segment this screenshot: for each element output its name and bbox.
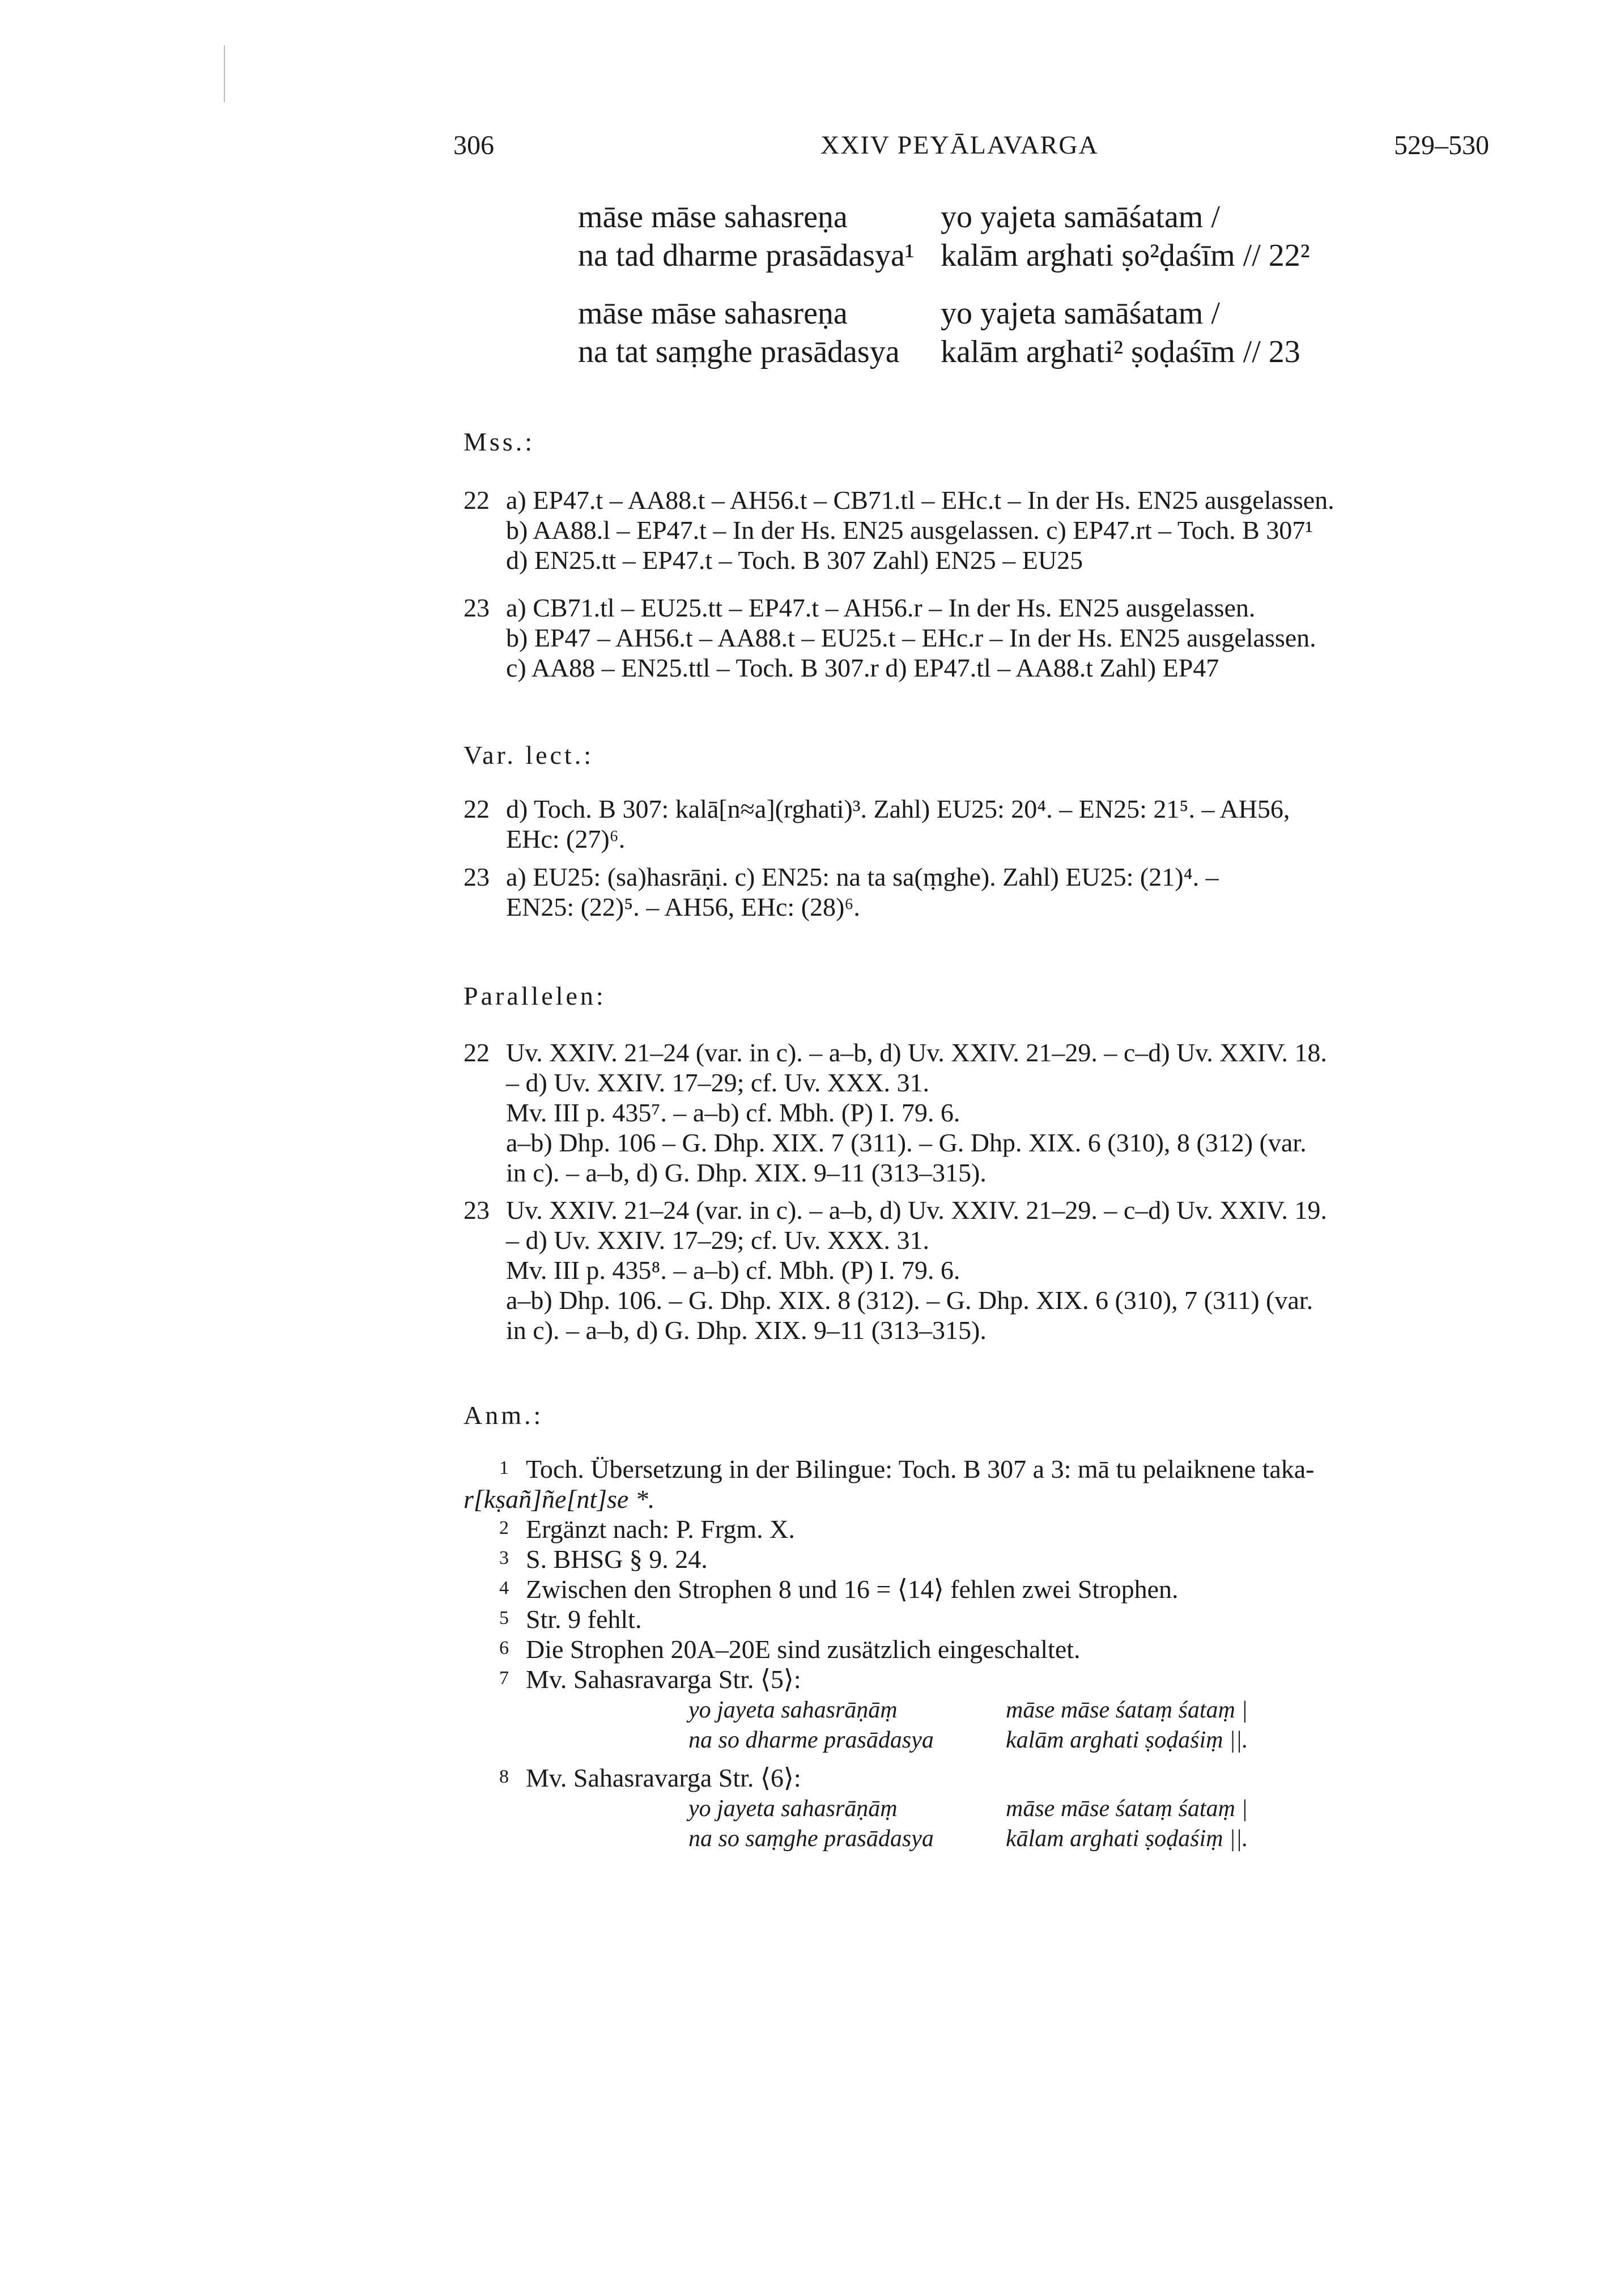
var-lect-text: a) EU25: (sa)hasrāṇi. c) EN25: na ta sa(ṃghe). Zahl) EU25: (21)⁴. –: [506, 862, 1219, 891]
var-lect-line: [464, 793, 1290, 824]
footnote: [464, 1574, 1179, 1605]
footnote: [464, 1513, 795, 1545]
verse-pada-c: na tad dharme prasādasya¹: [578, 238, 915, 273]
quote-pada-a: yo jayeta sahasrāṇāṃ: [688, 1697, 898, 1723]
quote-pada-d: kālam arghati ṣoḍaśiṃ ||.: [1006, 1826, 1248, 1852]
parallel-text: – d) Uv. XXIV. 17–29; cf. Uv. XXX. 31.: [506, 1068, 930, 1097]
running-title: XXIV PEYĀLAVARGA: [820, 130, 1099, 159]
footnote: [464, 1544, 708, 1575]
mss-text: b) AA88.l – EP47.t – In der Hs. EN25 ausgelassen. c) EP47.rt – Toch. B 307¹: [506, 516, 1313, 545]
quote-pada-c: na so dharme prasādasya: [688, 1727, 934, 1753]
mss-line: [464, 622, 1316, 653]
parallel-line: [464, 1127, 1307, 1158]
var-lect-line: [464, 861, 1219, 892]
footnote-number: 8: [499, 1766, 509, 1787]
verse-number: 23: [464, 1196, 490, 1224]
quote-line: [688, 1726, 1248, 1754]
parallel-text: Mv. III p. 435⁸. – a–b) cf. Mbh. (P) I. 79. 6.: [506, 1256, 960, 1285]
parallel-text: Uv. XXIV. 21–24 (var. in c). – a–b, d) Uv. XXIV. 21–29. – c–d) Uv. XXIV. 19.: [506, 1196, 1327, 1224]
var-lect-heading: Var. lect.:: [464, 741, 594, 769]
parallel-text: Uv. XXIV. 21–24 (var. in c). – a–b, d) Uv. XXIV. 21–29. – c–d) Uv. XXIV. 18.: [506, 1038, 1327, 1067]
verse-number: 22: [464, 486, 490, 515]
footnote-text: Str. 9 fehlt.: [526, 1605, 642, 1634]
anm-heading: Anm.:: [464, 1401, 544, 1430]
quote-pada-b: māse māse śataṃ śataṃ |: [1006, 1796, 1248, 1822]
quote-line: [688, 1696, 1248, 1724]
mss-text: b) EP47 – AH56.t – AA88.t – EU25.t – EHc.r – In der Hs. EN25 ausgelassen.: [506, 623, 1316, 652]
parallel-text: a–b) Dhp. 106 – G. Dhp. XIX. 7 (311). – G. Dhp. XIX. 6 (310), 8 (312) (var.: [506, 1128, 1307, 1157]
quote-pada-a: yo jayeta sahasrāṇāṃ: [688, 1796, 898, 1822]
quote-pada-b: māse māse śataṃ śataṃ |: [1006, 1697, 1248, 1723]
parallel-line: [464, 1255, 960, 1286]
footnote-text: S. BHSG § 9. 24.: [526, 1545, 708, 1574]
footnote-number: 4: [499, 1578, 509, 1598]
footnote-text: Ergänzt nach: P. Frgm. X.: [526, 1515, 795, 1544]
verse-number: 22: [464, 1038, 490, 1067]
verse-number: 23: [464, 593, 490, 622]
mss-text: d) EN25.tt – EP47.t – Toch. B 307 Zahl) EN25 – EU25: [506, 546, 1083, 575]
verse-line: [578, 198, 1220, 236]
quote-line: [688, 1795, 1248, 1823]
margin-scan-mark: [224, 45, 225, 102]
footnote-text: Toch. Übersetzung in der Bilingue: Toch. B 307 a 3: mā tu pelaiknene taka-: [526, 1455, 1315, 1483]
parallelen-heading: Parallelen:: [464, 981, 606, 1010]
verse-pada-b: yo yajeta samāśatam /: [941, 199, 1220, 235]
mss-line: [464, 545, 1083, 576]
mss-line: [464, 515, 1313, 546]
parallel-line: [464, 1224, 929, 1256]
footnote-continuation: [464, 1483, 654, 1515]
footnote-number: 1: [499, 1457, 509, 1478]
parallel-text: a–b) Dhp. 106. – G. Dhp. XIX. 8 (312). – G. Dhp. XIX. 6 (310), 7 (311) (var.: [506, 1286, 1313, 1315]
quote-pada-c: na so saṃghe prasādasya: [688, 1826, 934, 1852]
mss-line: [464, 652, 1219, 683]
parallel-text: Mv. III p. 435⁷. – a–b) cf. Mbh. (P) I. 79. 6.: [506, 1098, 960, 1127]
verse-pada-a: māse māse sahasreṇa: [578, 296, 848, 331]
verse-range: 529–530: [1394, 130, 1489, 160]
footnote-number: 7: [499, 1668, 509, 1689]
footnote-text: Die Strophen 20A–20E sind zusätzlich eingeschaltet.: [526, 1635, 1081, 1664]
footnote-text: Zwischen den Strophen 8 und 16 = ⟨14⟩ fehlen zwei Strophen.: [526, 1575, 1179, 1604]
footnote-text: r[kṣañ]ñe[nt]se *.: [464, 1485, 655, 1513]
parallel-line: [464, 1037, 1327, 1068]
verse-line: [578, 295, 1220, 333]
verse-pada-a: māse māse sahasreṇa: [578, 199, 848, 235]
verse-pada-b: yo yajeta samāśatam /: [941, 296, 1220, 331]
var-lect-text: EN25: (22)⁵. – AH56, EHc: (28)⁶.: [506, 892, 860, 921]
page-number: 306: [453, 130, 494, 160]
footnote-text: Mv. Sahasravarga Str. ⟨5⟩:: [526, 1665, 801, 1694]
parallel-line: [464, 1285, 1313, 1316]
verse-number: 23: [464, 862, 490, 891]
var-lect-text: d) Toch. B 307: kalā[n≈a](rghati)³. Zahl) EU25: 20⁴. – EN25: 21⁵. – AH56,: [506, 794, 1290, 823]
mss-line: [464, 592, 1255, 623]
var-lect-text: EHc: (27)⁶.: [506, 824, 626, 853]
footnote: [464, 1634, 1081, 1665]
var-lect-line: [464, 823, 625, 854]
parallel-line: [464, 1315, 987, 1346]
mss-heading: Mss.:: [464, 427, 535, 456]
footnote-number: 3: [499, 1547, 509, 1568]
var-lect-line: [464, 891, 860, 922]
footnote: [464, 1664, 801, 1695]
footnote-number: 2: [499, 1517, 509, 1538]
mss-line: [464, 484, 1334, 516]
parallel-line: [464, 1157, 987, 1188]
footnote: [464, 1604, 641, 1635]
parallel-line: [464, 1194, 1327, 1226]
quote-line: [688, 1825, 1248, 1853]
footnote-text: Mv. Sahasravarga Str. ⟨6⟩:: [526, 1763, 801, 1792]
parallel-line: [464, 1067, 929, 1098]
verse-pada-d: kalām arghati ṣo²ḍaśīm // 22²: [941, 238, 1310, 273]
footnote-number: 5: [499, 1608, 509, 1629]
parallel-text: in c). – a–b, d) G. Dhp. XIX. 9–11 (313–315).: [506, 1316, 987, 1345]
verse-line: [578, 237, 1310, 275]
mss-text: a) CB71.tl – EU25.tt – EP47.t – AH56.r – In der Hs. EN25 ausgelassen.: [506, 593, 1256, 622]
quote-pada-d: kalām arghati ṣoḍaśiṃ ||.: [1006, 1727, 1248, 1753]
parallel-text: – d) Uv. XXIV. 17–29; cf. Uv. XXX. 31.: [506, 1226, 930, 1255]
parallel-text: in c). – a–b, d) G. Dhp. XIX. 9–11 (313–315).: [506, 1158, 987, 1187]
footnote: [464, 1453, 1315, 1485]
footnote: [464, 1762, 801, 1793]
verse-pada-c: na tat saṃghe prasādasya: [578, 334, 900, 369]
verse-line: [578, 333, 1300, 371]
verse-number: 22: [464, 794, 490, 823]
mss-text: c) AA88 – EN25.ttl – Toch. B 307.r d) EP47.tl – AA88.t Zahl) EP47: [506, 653, 1219, 682]
footnote-number: 6: [499, 1638, 509, 1659]
verse-pada-d: kalām arghati² ṣoḍaśīm // 23: [941, 334, 1300, 369]
parallel-line: [464, 1097, 960, 1128]
mss-text: a) EP47.t – AA88.t – AH56.t – CB71.tl – EHc.t – In der Hs. EN25 ausgelassen.: [506, 486, 1334, 515]
